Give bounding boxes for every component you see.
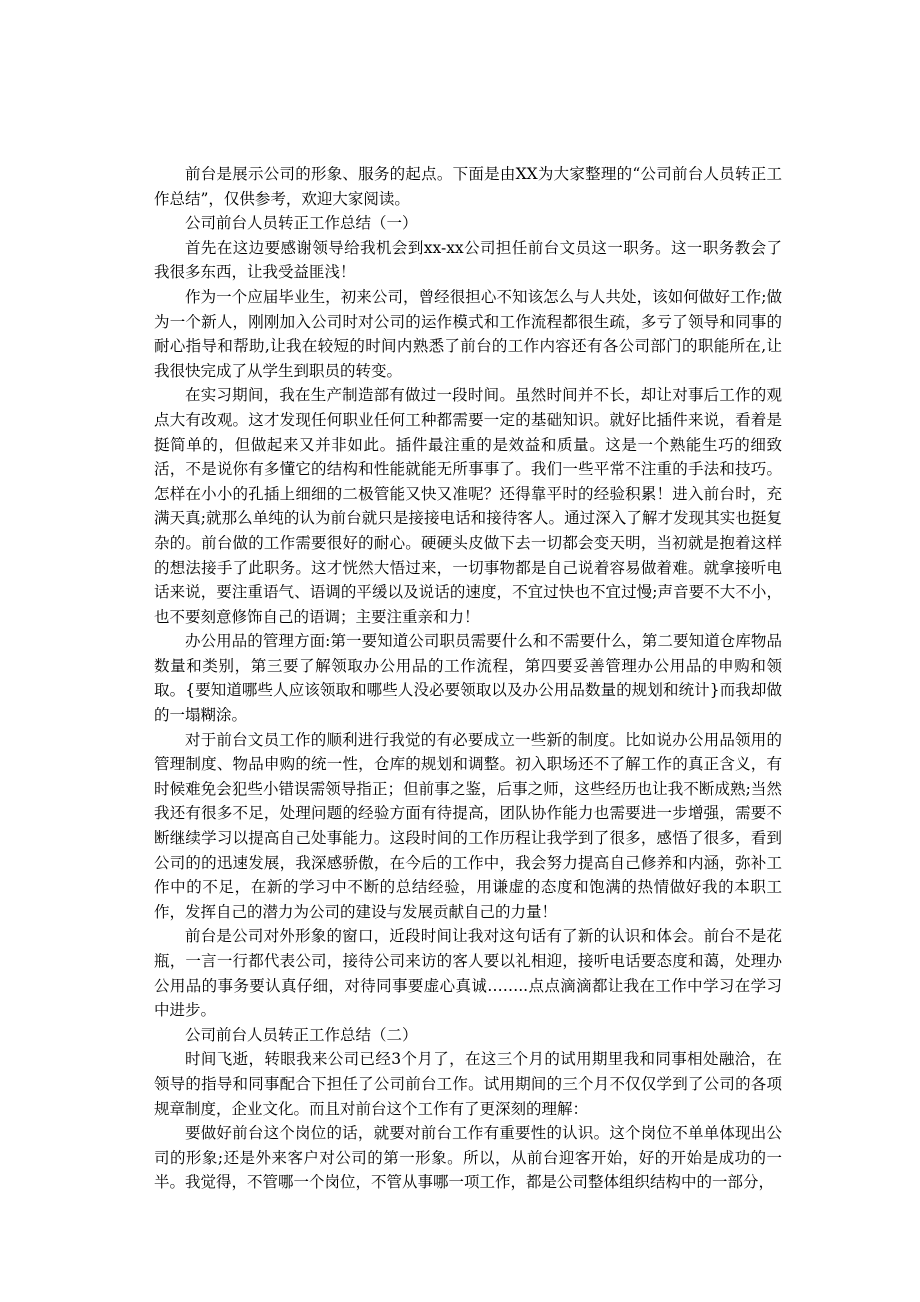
section-heading-2: 公司前台人员转正工作总结（二） [185,1025,418,1044]
paragraph: 办公用品的管理方面:第一要知道公司职员需要什么和不需要什么，第二要知道仓库物品数量和类别，第三要了解领取办公用品的工作流程，第四要妥善管理办公用品的申购和领取。{要知道哪些人应该领取和哪些人没必要领取以及办公用品数量的规划和统计}而我却做的一塌糊涂。 [154,632,782,725]
paragraph: 时间飞逝，转眼我来公司已经3个月了，在这三个月的试用期里我和同事相处融洽，在领导的指导和同事配合下担任了公司前台工作。试用期间的三个月不仅仅学到了公司的各项规章制度，企业文化。而且对前台这个工作有了更深刻的理解： [154,1050,782,1118]
section-heading-1: 公司前台人员转正工作总结（一） [185,214,418,233]
paragraph: 在实习期间，我在生产制造部有做过一段时间。虽然时间并不长，却让对事后工作的观点大有改观。这才发现任何职业任何工种都需要一定的基础知识。就好比插件来说，看着是挺简单的，但做起来又并非如此。插件最注重的是效益和质量。这是一个熟能生巧的细致活，不是说你有多懂它的结构和性能就能无所事事了。我们一些平常不注重的手法和技巧。怎样在小小的孔插上细细的二极管能又快又准呢？还得靠平时的经验积累！进入前台时，充满天真;就那么单纯的认为前台就只是接接电话和接待客人。通过深入了解才发现其实也挺复杂的。前台做的工作需要很好的耐心。硬硬头皮做下去一切都会变天明，当初就是抱着这样的想法接手了此职务。这才恍然大悟过来，一切事物都是自己说着容易做着难。就拿接听电话来说，要注重语气、语调的平缓以及说话的速度，不宜过快也不宜过慢;声音要不大不小，也不要刻意修饰自己的语调；主要注重亲和力！ [154,386,782,626]
paragraph: 作为一个应届毕业生，初来公司，曾经很担心不知该怎么与人共处，该如何做好工作;做为一个新人，刚刚加入公司时对公司的运作模式和工作流程都很生疏，多亏了领导和同事的耐心指导和帮助,让我在较短的时间内熟悉了前台的工作内容还有各公司部门的职能所在,让我很快完成了从学生到职员的转变。 [154,287,782,380]
intro-paragraph: 前台是展示公司的形象、服务的起点。下面是由XX为大家整理的“公司前台人员转正工作总结”，仅供参考，欢迎大家阅读。 [154,165,782,208]
paragraph: 前台是公司对外形象的窗口，近段时间让我对这句话有了新的认识和体会。前台不是花瓶，一言一行都代表公司，接待公司来访的客人要以礼相迎，接听电话要态度和蔼，处理办公用品的事务要认真仔细，对待同事要虚心真诚……..点点滴滴都让我在工作中学习在学习中进步。 [154,927,782,1020]
paragraph: 要做好前台这个岗位的话，就要对前台工作有重要性的认识。这个岗位不单单体现出公司的形象;还是外来客户对公司的第一形象。所以，从前台迎客开始，好的开始是成功的一半。我觉得，不管哪一个岗位，不管从事哪一项工作，都是公司整体组织结构中的一部分， [154,1124,782,1192]
document-body [154,162,782,1195]
paragraph: 首先在这边要感谢领导给我机会到xx-xx公司担任前台文员这一职务。这一职务教会了我很多东西，让我受益匪浅！ [154,238,782,282]
paragraph: 对于前台文员工作的顺利进行我觉的有必要成立一些新的制度。比如说办公用品领用的管理制度、物品申购的统一性，仓库的规划和调整。初入职场还不了解工作的真正含义，有时候难免会犯些小错误需领导指正；但前事之鉴，后事之师，这些经历也让我不断成熟;当然我还有很多不足，处理问题的经验方面有待提高，团队协作能力也需要进一步增强，需要不断继续学习以提高自己处事能力。这段时间的工作历程让我学到了很多，感悟了很多，看到公司的的迅速发展，我深感骄傲，在今后的工作中，我会努力提高自己修养和内涵，弥补工作中的不足，在新的学习中不断的总结经验，用谦虚的态度和饱满的热情做好我的本职工作，发挥自己的潜力为公司的建设与发展贡献自己的力量！ [154,730,782,921]
